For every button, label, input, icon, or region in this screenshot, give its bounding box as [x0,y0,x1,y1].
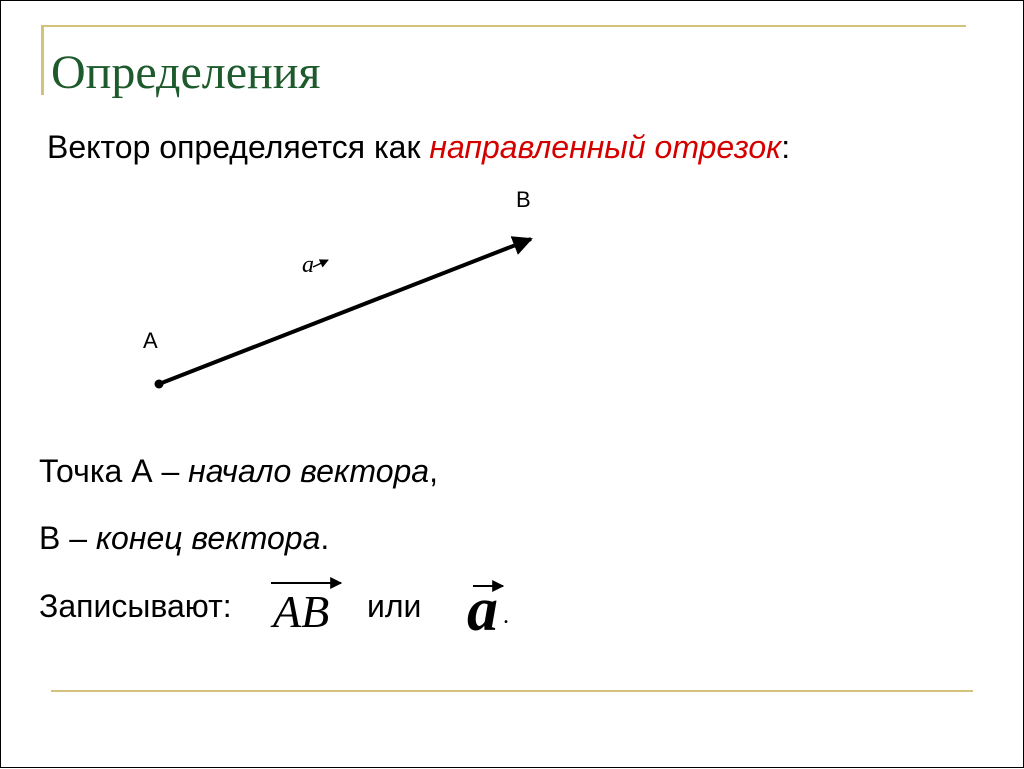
vector-a-small-arrow-icon [313,260,328,267]
start-prefix: Точка А – [39,453,189,489]
notation-ab: AB [273,586,330,637]
notation-prefix: Записывают: [39,588,232,624]
vector-diagram [1,1,1024,769]
end-prefix: В – [39,520,96,556]
end-line [39,520,329,557]
definition-suffix: : [781,129,791,165]
notation-a: a [467,576,498,644]
point-a-dot [155,380,164,389]
definition-highlight: направленный отрезок [429,129,782,165]
start-line [39,453,438,490]
end-suffix: . [320,520,330,556]
start-emph: начало вектора [188,453,430,489]
notation-dot: . [503,603,509,629]
vector-a-label: a [302,252,314,278]
notation-or: или [367,588,422,624]
slide-title: Определения [51,46,321,99]
point-b-label: B [516,187,531,212]
start-suffix: , [429,453,438,489]
end-emph: конец вектора [95,520,321,556]
vector-ab-arrow [159,239,531,384]
definition-prefix: Вектор определяется как [47,129,430,165]
point-a-label: A [143,328,158,353]
